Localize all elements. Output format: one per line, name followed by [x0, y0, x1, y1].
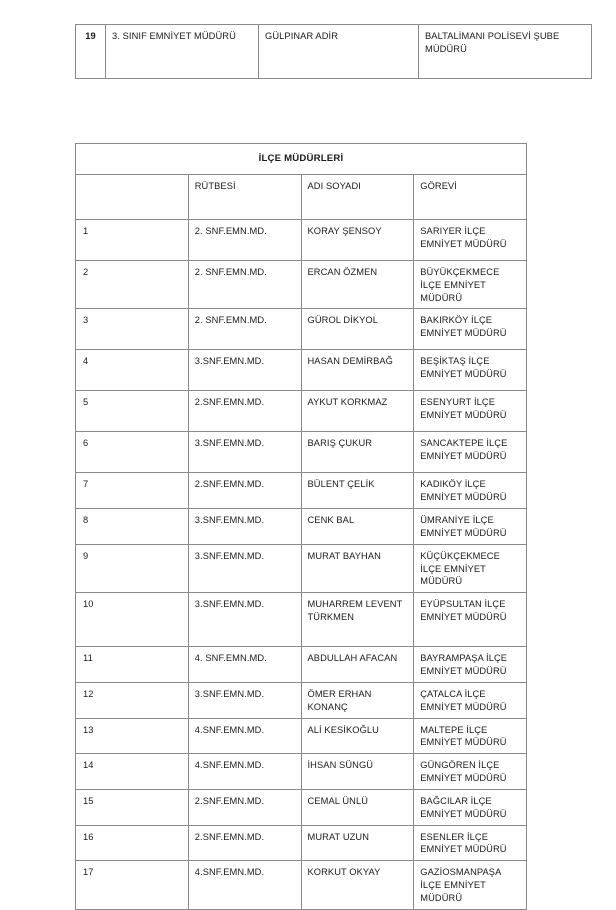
- table-row: [76, 25, 592, 79]
- row-number: 10: [76, 593, 189, 647]
- row-name: ÖMER ERHAN KONANÇ: [301, 682, 414, 718]
- top-row-duty: BALTALİMANI POLİSEVİ ŞUBE MÜDÜRÜ: [419, 25, 592, 79]
- row-duty: EYÜPSULTAN İLÇE EMNİYET MÜDÜRÜ: [414, 593, 527, 647]
- row-name: BÜLENT ÇELİK: [301, 473, 414, 509]
- table-row: [76, 647, 527, 683]
- row-name: AYKUT KORKMAZ: [301, 391, 414, 432]
- row-rank: 2. SNF.EMN.MD.: [188, 309, 301, 350]
- row-duty: SANCAKTEPE İLÇE EMNİYET MÜDÜRÜ: [414, 432, 527, 473]
- row-rank: 4.SNF.EMN.MD.: [188, 718, 301, 754]
- row-duty: BAYRAMPAŞA İLÇE EMNİYET MÜDÜRÜ: [414, 647, 527, 683]
- row-number: 3: [76, 309, 189, 350]
- row-duty: ÇATALCA İLÇE EMNİYET MÜDÜRÜ: [414, 682, 527, 718]
- column-header-no: [76, 175, 189, 220]
- row-name: MUHARREM LEVENT TÜRKMEN: [301, 593, 414, 647]
- row-name: MURAT BAYHAN: [301, 544, 414, 592]
- row-name: ABDULLAH AFACAN: [301, 647, 414, 683]
- row-number: 16: [76, 825, 189, 861]
- row-name: MURAT UZUN: [301, 825, 414, 861]
- row-rank: 3.SNF.EMN.MD.: [188, 432, 301, 473]
- table-row: [76, 220, 527, 261]
- row-duty: KADIKÖY İLÇE EMNİYET MÜDÜRÜ: [414, 473, 527, 509]
- table-row: [76, 593, 527, 647]
- top-row-number: 19: [76, 25, 106, 79]
- row-name: ERCAN ÖZMEN: [301, 261, 414, 309]
- row-number: 13: [76, 718, 189, 754]
- row-number: 17: [76, 861, 189, 909]
- ilce-mudurleri-table: [75, 143, 527, 910]
- row-name: BARIŞ ÇUKUR: [301, 432, 414, 473]
- row-rank: 3.SNF.EMN.MD.: [188, 593, 301, 647]
- column-header-duty: GÖREVİ: [414, 175, 527, 220]
- row-name: GÜROL DİKYOL: [301, 309, 414, 350]
- row-duty: MALTEPE İLÇE EMNİYET MÜDÜRÜ: [414, 718, 527, 754]
- row-duty: BAKIRKÖY İLÇE EMNİYET MÜDÜRÜ: [414, 309, 527, 350]
- table-header-row: [76, 175, 527, 220]
- row-duty: GÜNGÖREN İLÇE EMNİYET MÜDÜRÜ: [414, 754, 527, 790]
- table-row: [76, 261, 527, 309]
- row-rank: 3.SNF.EMN.MD.: [188, 509, 301, 545]
- table-row: [76, 544, 527, 592]
- table-row: [76, 473, 527, 509]
- table-row: [76, 309, 527, 350]
- row-number: 7: [76, 473, 189, 509]
- row-number: 12: [76, 682, 189, 718]
- table-row: [76, 861, 527, 909]
- row-rank: 2.SNF.EMN.MD.: [188, 473, 301, 509]
- table-title: İLÇE MÜDÜRLERİ: [76, 144, 527, 175]
- column-header-name: ADI SOYADI: [301, 175, 414, 220]
- table-row: [76, 789, 527, 825]
- row-duty: ESENLER İLÇE EMNİYET MÜDÜRÜ: [414, 825, 527, 861]
- row-name: KORKUT OKYAY: [301, 861, 414, 909]
- table-row: [76, 825, 527, 861]
- row-rank: 4.SNF.EMN.MD.: [188, 754, 301, 790]
- row-name: HASAN DEMİRBAĞ: [301, 350, 414, 391]
- row-duty: ESENYURT İLÇE EMNİYET MÜDÜRÜ: [414, 391, 527, 432]
- top-row-rank: 3. SINIF EMNİYET MÜDÜRÜ: [106, 25, 259, 79]
- row-duty: KÜÇÜKÇEKMECE İLÇE EMNİYET MÜDÜRÜ: [414, 544, 527, 592]
- row-rank: 2. SNF.EMN.MD.: [188, 220, 301, 261]
- row-number: 5: [76, 391, 189, 432]
- row-number: 14: [76, 754, 189, 790]
- row-rank: 3.SNF.EMN.MD.: [188, 350, 301, 391]
- row-duty: GAZİOSMANPAŞA İLÇE EMNİYET MÜDÜRÜ: [414, 861, 527, 909]
- row-duty: ÜMRANİYE İLÇE EMNİYET MÜDÜRÜ: [414, 509, 527, 545]
- row-number: 8: [76, 509, 189, 545]
- table-row: [76, 432, 527, 473]
- row-number: 15: [76, 789, 189, 825]
- row-number: 9: [76, 544, 189, 592]
- row-number: 6: [76, 432, 189, 473]
- row-duty: SARIYER İLÇE EMNİYET MÜDÜRÜ: [414, 220, 527, 261]
- table-row: [76, 718, 527, 754]
- row-name: İHSAN SÜNGÜ: [301, 754, 414, 790]
- table-row: [76, 754, 527, 790]
- top-row-name: GÜLPINAR ADİR: [259, 25, 419, 79]
- table-row: [76, 509, 527, 545]
- row-number: 4: [76, 350, 189, 391]
- row-duty: BEŞİKTAŞ İLÇE EMNİYET MÜDÜRÜ: [414, 350, 527, 391]
- row-name: CEMAL ÜNLÜ: [301, 789, 414, 825]
- row-duty: BAĞCILAR İLÇE EMNİYET MÜDÜRÜ: [414, 789, 527, 825]
- ilce-table-body: [76, 144, 527, 910]
- table-row: [76, 350, 527, 391]
- row-name: ALİ KESİKOĞLU: [301, 718, 414, 754]
- row-rank: 2. SNF.EMN.MD.: [188, 261, 301, 309]
- row-rank: 2.SNF.EMN.MD.: [188, 391, 301, 432]
- row-number: 2: [76, 261, 189, 309]
- top-table-fragment: [75, 24, 592, 79]
- row-rank: 4.SNF.EMN.MD.: [188, 861, 301, 909]
- row-number: 11: [76, 647, 189, 683]
- row-rank: 2.SNF.EMN.MD.: [188, 789, 301, 825]
- row-name: KORAY ŞENSOY: [301, 220, 414, 261]
- row-number: 1: [76, 220, 189, 261]
- row-name: CENK BAL: [301, 509, 414, 545]
- row-rank: 3.SNF.EMN.MD.: [188, 682, 301, 718]
- top-table-body: [76, 25, 592, 79]
- column-header-rank: RÜTBESİ: [188, 175, 301, 220]
- row-rank: 2.SNF.EMN.MD.: [188, 825, 301, 861]
- row-rank: 4. SNF.EMN.MD.: [188, 647, 301, 683]
- table-row: [76, 682, 527, 718]
- row-duty: BÜYÜKÇEKMECE İLÇE EMNİYET MÜDÜRÜ: [414, 261, 527, 309]
- table-row: [76, 391, 527, 432]
- row-rank: 3.SNF.EMN.MD.: [188, 544, 301, 592]
- table-title-row: [76, 144, 527, 175]
